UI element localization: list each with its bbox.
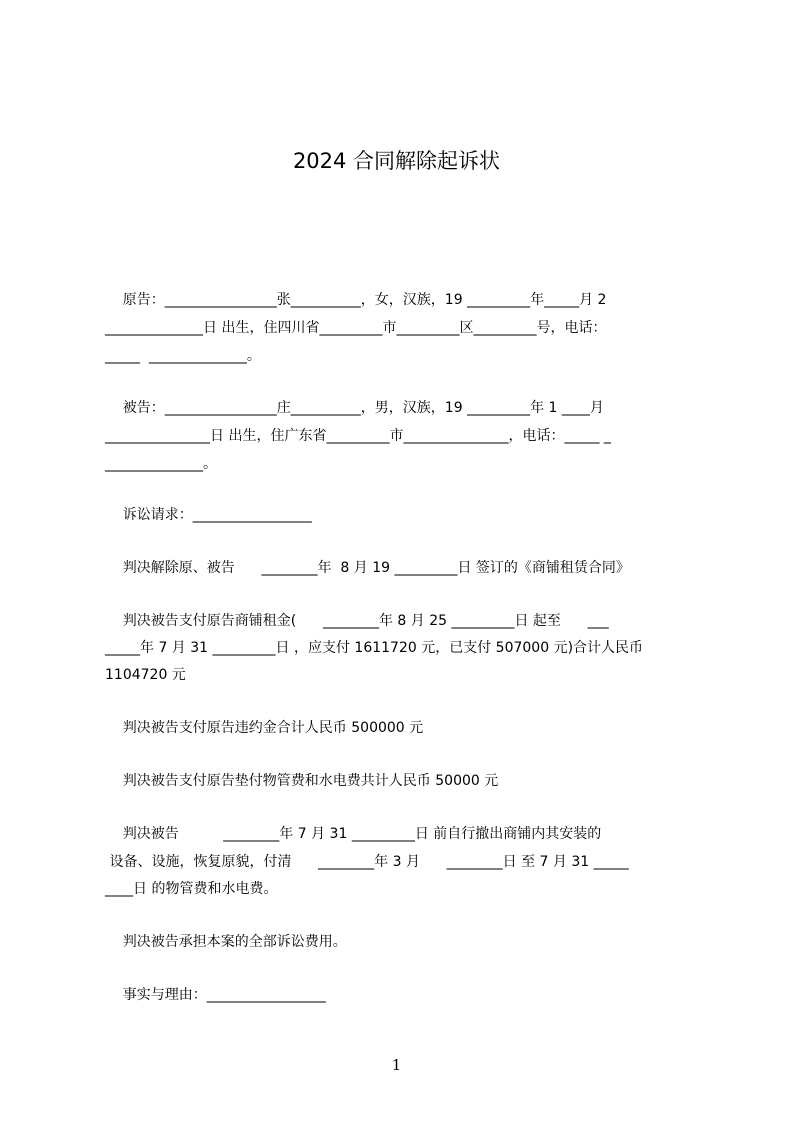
claim-item-2-line-3: 1104720 元: [105, 667, 186, 683]
defendant-line-3: ______________。: [105, 456, 217, 472]
claim-item-4: 判决被告支付原告垫付物管费和水电费共计人民币 50000 元: [105, 773, 499, 789]
document-title: 2024 合同解除起诉状: [292, 149, 501, 173]
defendant-line-2: _______________日 出生，住广东省_________市_______________，电话：_____ _: [105, 428, 611, 444]
plaintiff-line-2: ______________日 出生，住四川省_________市_________区_________号，电话：: [105, 320, 607, 336]
claims-heading: 诉讼请求：_________________: [105, 507, 312, 523]
plaintiff-line-1: 原告：________________张__________，女，汉族，19 _________年_____月 2: [105, 292, 607, 308]
claim-item-5-line-2: 设备、设施，恢复原貌，付清 ________年 3 月 ________日 至 7 月 31 _____: [105, 854, 629, 870]
claim-item-6: 判决被告承担本案的全部诉讼费用。: [105, 934, 347, 950]
claim-item-5-line-3: ____日 的物管费和水电费。: [105, 881, 278, 897]
plaintiff-line-3: _____ ______________。: [105, 348, 261, 364]
page-number: 1: [391, 1056, 402, 1074]
claim-item-3: 判决被告支付原告违约金合计人民币 500000 元: [105, 720, 424, 736]
claim-item-2-line-2: _____年 7 月 31 _________日 ，应支付 1611720 元，已支付 507000 元)合计人民币: [105, 640, 644, 656]
claim-item-5-line-1: 判决被告 ________年 7 月 31 _________日 前自行撤出商铺内其安装的: [105, 826, 602, 842]
facts-heading: 事实与理由：_________________: [105, 987, 326, 1003]
claim-item-1: 判决解除原、被告 ________年 8 月 19 _________日 签订的《商铺租赁合同》: [105, 560, 630, 576]
defendant-line-1: 被告：________________庄__________，男，汉族，19 _________年 1 ____月: [105, 400, 604, 416]
claim-item-2-line-1: 判决被告支付原告商铺租金( ________年 8 月 25 _________日 起至 ___: [105, 613, 609, 629]
